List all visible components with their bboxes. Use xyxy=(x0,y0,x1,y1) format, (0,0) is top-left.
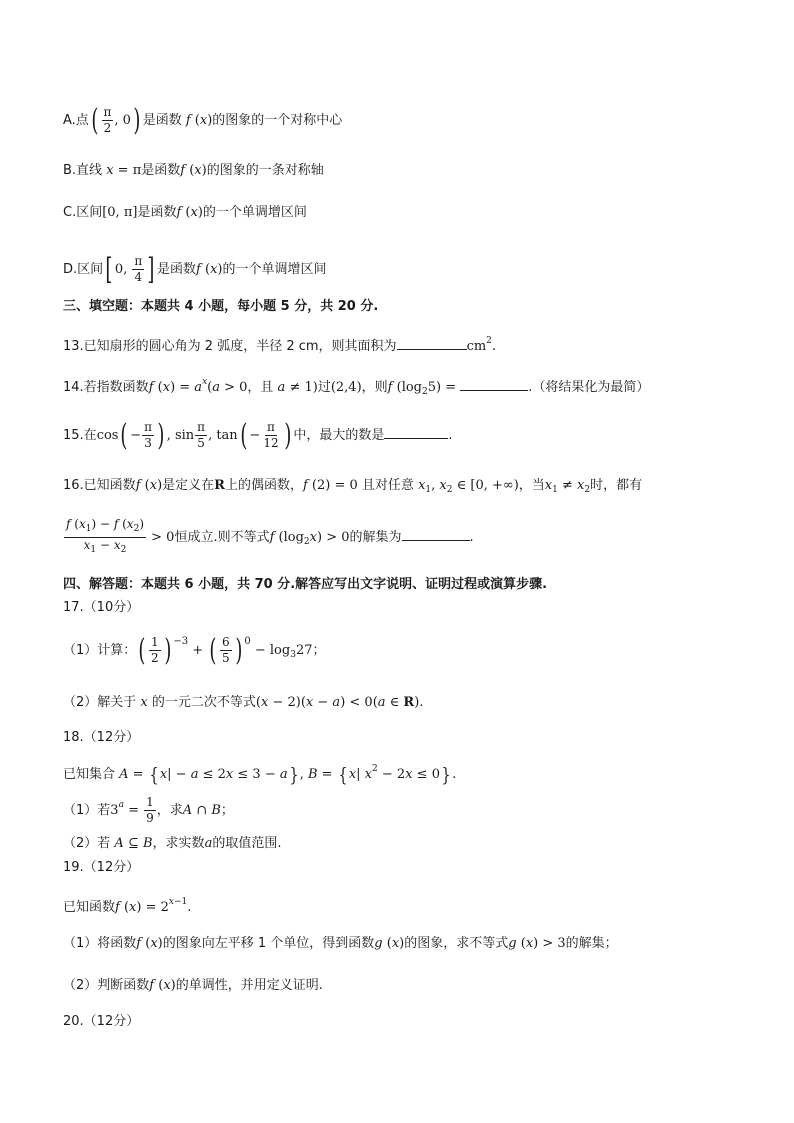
question-19-title: 19.（12分） xyxy=(63,860,140,875)
question-18-part-2: （2）若 A ⊆ B，求实数a的取值范围. xyxy=(63,836,282,851)
question-17-part-1: （1）计算：( $\frac{1}{2}$ ) $^{-3}$ + ( $\frac{6}{5}$ ) $^0 - \log_327$； xyxy=(63,632,326,668)
option-d: D.区间[ 0, $\frac{\pi}{4}$ ] 是函数f (x)的一个单调增区间 xyxy=(63,251,327,287)
question-18-title: 18.（12分） xyxy=(63,730,140,745)
question-16-line-2: $\frac{f (x_1) - f (x_2)}{x_1 - x_2}$ > 0恒成立.则不等式f $(\log_2x) > 0$的解集为 . xyxy=(66,517,474,555)
question-17-part-2: （2）解关于 x 的一元二次不等式(x − 2)(x − a) < 0(a ∈ R). xyxy=(63,695,424,710)
question-19-intro: 已知函数f $(x) = 2^{x-1}$. xyxy=(63,897,192,915)
question-15: 15.在cos( − $\frac{\pi}{3}$ ) , sin $\frac{\pi}{5}$ , tan( − $\frac{\pi}{12}$ ) 中，最大的数是 . xyxy=(63,417,453,453)
question-20-title: 20.（12分） xyxy=(63,1014,140,1029)
question-14: 14.若指数函数f $(x) = a^x(a > 0$，且 a ≠ 1)过(2,4)，则f $(\log_25)$ = .（将结果化为最简） xyxy=(63,377,650,397)
question-16: 16.已知函数f (x)是定义在R上的偶函数，f (2) = 0 且对任意 $x_1$, $x_2$ ∈ [0, +∞)，当$x_1 \ne x_2$时，都有 xyxy=(63,478,643,495)
answer-blank[interactable] xyxy=(402,526,470,541)
option-a: A.点( $\frac{\pi}{2}$ , 0) 是函数 f (x)的图象的一个对称中心 xyxy=(63,102,343,138)
option-c: C.区间[0, π]是函数f (x)的一个单调增区间 xyxy=(63,205,307,220)
question-13: 13.已知扇形的圆心角为 2 弧度，半径 2 cm，则其面积为 $cm^2$. xyxy=(63,336,497,354)
question-19-part-1: （1）将函数f (x)的图象向左平移 1 个单位，得到函数g (x)的图象，求不等式g (x) > 3的解集； xyxy=(63,936,618,951)
answer-blank[interactable] xyxy=(384,424,448,439)
section-3-heading: 三、填空题：本题共 4 小题，每小题 5 分，共 20 分. xyxy=(63,299,379,314)
section-4-heading: 四、解答题：本题共 6 小题，共 70 分.解答应写出文字说明、证明过程或演算步骤. xyxy=(63,577,548,592)
option-b: B.直线 x = π是函数f (x)的图象的一条对称轴 xyxy=(63,163,324,178)
question-17-title: 17.（10分） xyxy=(63,600,140,615)
question-18-intro: 已知集合 A = { x| − a ≤ 2x ≤ 3 − a} , B = { x| $x^2 - 2x \le 0$} . xyxy=(63,763,457,786)
answer-blank[interactable] xyxy=(397,335,467,350)
answer-blank[interactable] xyxy=(460,376,528,391)
question-18-part-1: （1）若$3^a$ = $\frac{1}{9}$ ，求A ∩ B； xyxy=(63,795,234,825)
question-19-part-2: （2）判断函数f (x)的单调性，并用定义证明. xyxy=(63,978,323,993)
